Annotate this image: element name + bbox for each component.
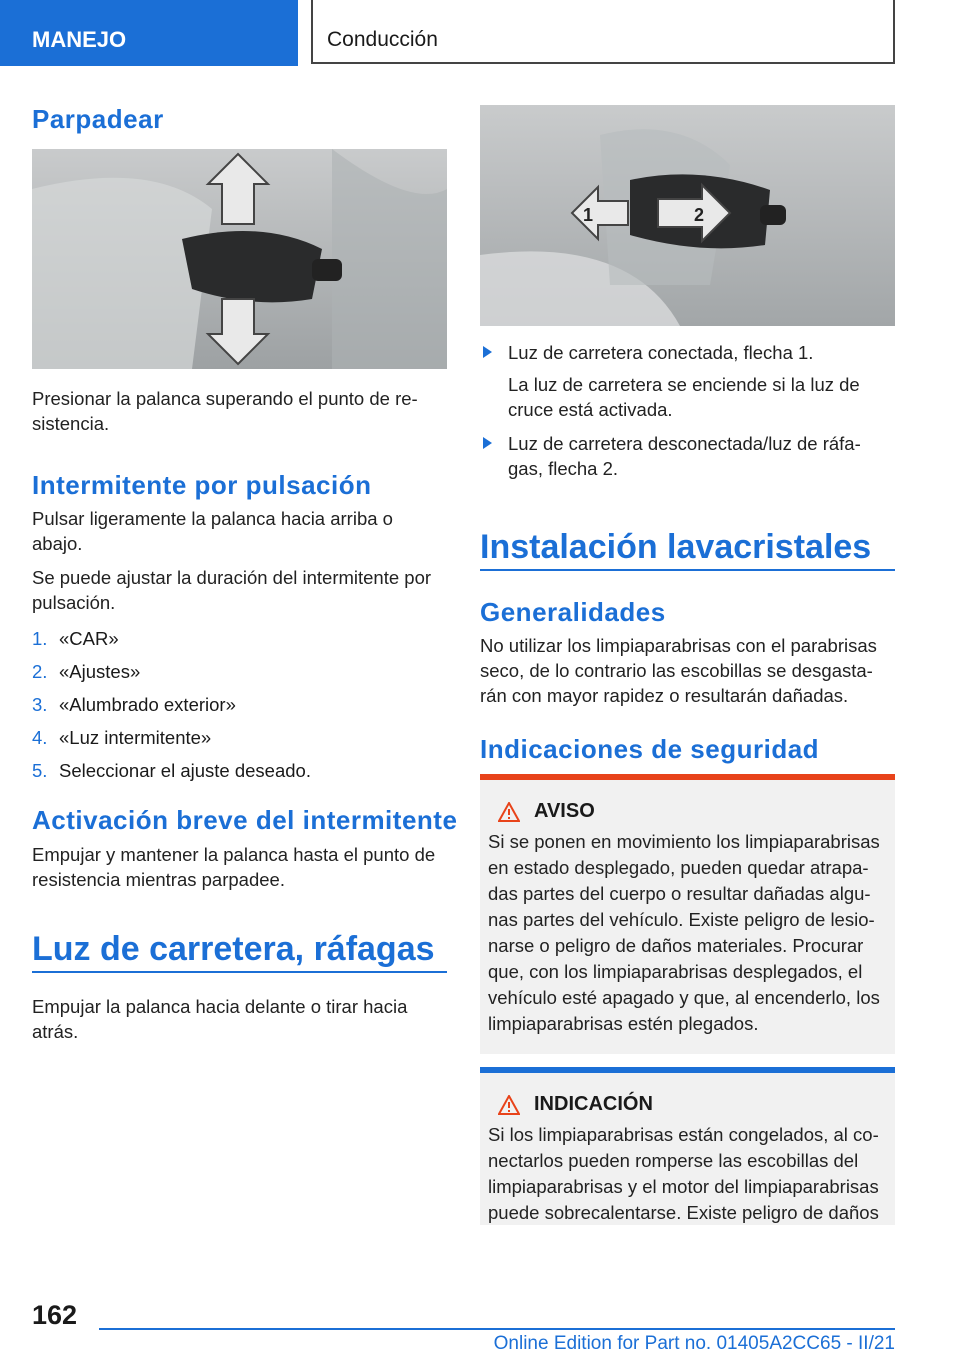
- warning-title: AVISO: [534, 800, 595, 822]
- heading-instalacion: Instalación lavacristales: [480, 528, 872, 566]
- list-item: 1. «CAR»: [32, 628, 119, 649]
- warning-header: [488, 800, 887, 823]
- page-number: 162: [32, 1300, 78, 1330]
- paragraph-pulsar: Pulsar ligeramente la palanca hacia arriba o abajo.: [32, 508, 393, 554]
- arrow-label-1: 1: [583, 205, 594, 225]
- heading-underline: [32, 971, 447, 973]
- info-text: Si los limpiaparabrisas están congelados, al co- nectarlos pueden romperse las escobillas del limpiaparabrisas y el motor del limpiaparabrisas puede sobrecalentarse. Existe peligro de daños: [488, 1124, 879, 1223]
- warning-triangle-icon: [498, 1095, 520, 1115]
- info-header: [488, 1093, 887, 1116]
- bullet-triangle-icon: [483, 346, 492, 358]
- warning-note: [480, 780, 895, 1054]
- bullet-luz-desconectada: Luz de carretera desconectada/luz de ráfa- gas, flecha 2.: [508, 433, 861, 479]
- paragraph-ajustar: Se puede ajustar la duración del intermitente por pulsación.: [32, 567, 432, 613]
- bullet-luz-conectada-detail: La luz de carretera se enciende si la luz de cruce está activada.: [508, 374, 860, 420]
- heading-intermitente: Intermitente por pulsación: [32, 470, 372, 500]
- paragraph-parpadear: Presionar la palanca superando el punto de re- sistencia.: [32, 388, 418, 434]
- list-item: 4. «Luz intermitente»: [32, 727, 212, 748]
- info-note: [480, 1073, 895, 1225]
- figure-lever-forward-back: [480, 105, 895, 326]
- warning-triangle-icon: [498, 802, 520, 822]
- list-item: 3. «Alumbrado exterior»: [32, 694, 236, 715]
- paragraph-activacion: Empujar y mantener la palanca hasta el punto de resistencia mientras parpadee.: [32, 844, 436, 890]
- bullet-luz-conectada: Luz de carretera conectada, flecha 1.: [508, 342, 814, 363]
- footer-rule: [99, 1328, 895, 1330]
- paragraph-luz: Empujar la palanca hacia delante o tirar hacia atrás.: [32, 996, 408, 1042]
- heading-generalidades: Generalidades: [480, 597, 666, 627]
- bullet-triangle-icon: [483, 437, 492, 449]
- list-item: 2. «Ajustes»: [32, 661, 141, 682]
- heading-parpadear: Parpadear: [32, 104, 164, 134]
- paragraph-generalidades: No utilizar los limpiaparabrisas con el parabrisas seco, de lo contrario las escobillas se desgasta- rán con mayor rapidez o resultarán dañadas.: [480, 635, 877, 706]
- arrow-label-2: 2: [694, 205, 705, 225]
- lever-illustration: [480, 105, 895, 326]
- figure-lever-up-down: [32, 149, 447, 369]
- info-title: INDICACIÓN: [534, 1093, 653, 1115]
- heading-seguridad: Indicaciones de seguridad: [480, 734, 820, 764]
- chapter-title: Conducción: [311, 0, 895, 64]
- lever-illustration: [32, 149, 447, 369]
- heading-underline: [480, 569, 895, 571]
- heading-activacion: Activación breve del intermitente: [32, 805, 458, 835]
- edition-link[interactable]: Online Edition for Part no. 01405A2CC65 - II/21: [493, 1333, 895, 1354]
- section-tab: MANEJO: [0, 0, 298, 66]
- heading-luz-carretera: Luz de carretera, ráfagas: [32, 930, 435, 968]
- list-item: 5. Seleccionar el ajuste deseado.: [32, 760, 311, 781]
- warning-text: Si se ponen en movimiento los limpiaparabrisas en estado desplegado, pueden quedar atrapa- das partes del cuerpo o resultar dañadas algu- nas partes del vehículo. Existe peligro de lesio- narse o peligro de daños materiales. Procurar que, con los limpiaparabrisas desplegados, el vehículo esté apagado y que, al encenderlo, los limpiaparabrisas estén plegados.: [488, 831, 880, 1034]
